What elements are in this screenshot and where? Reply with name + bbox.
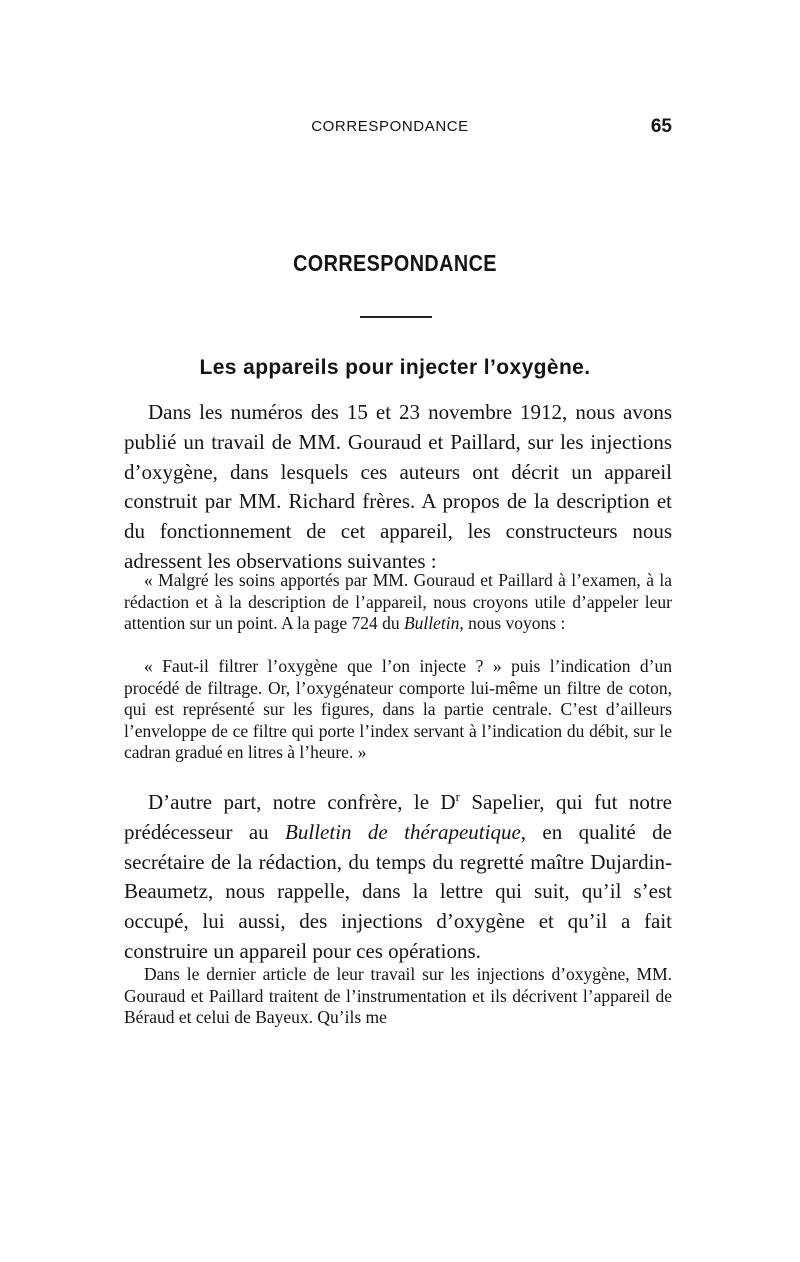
paragraph-sapelier (124, 788, 672, 967)
article-title: Les appareils pour injecter l’oxygène. (199, 356, 591, 379)
running-title: CORRESPONDANCE (311, 118, 469, 135)
quote-1-italic-title: Bulletin (403, 613, 460, 633)
quote-paragraph-1 (124, 570, 672, 635)
p2-text-end: , en qualité de secrétaire de la rédaction, du temps du regretté maître Dujardin-Beaumetz, nous rappelle, dans la lettre qui suit, qu’il s’est occupé, lui aussi, des injections d’oxygène et qu’il a fait construire un appareil pour ces opérations. (124, 819, 672, 963)
p2-text-middle: Sapelier, qui fut notre prédécesseur au (124, 790, 673, 844)
quote-1-text-start: « Malgré les soins apportés par MM. Gouraud et Paillard à l’examen, à la rédaction et à la description de l’appareil, nous croyons utile d’appeler leur attention sur un point. A la page 724 du (124, 570, 672, 633)
p2-italic-journal: Bulletin de thérapeutique (285, 819, 521, 844)
quote-paragraph-2: « Faut-il filtrer l’oxygène que l’on injecte ? » puis l’indication d’un procédé de filtrage. Or, l’oxygénateur comporte lui-même un filtre de coton, qui est représenté sur les figures, dans la partie centrale. C’est d’ailleurs l’enveloppe de ce filtre qui porte l’index servant à l’indication du débit, sur le cadran gradué en litres à l’heure. » (124, 656, 672, 762)
paragraph-intro: Dans les numéros des 15 et 23 novembre 1912, nous avons publié un travail de MM. Gouraud et Paillard, sur les injections d’oxygène, dans lesquels ces auteurs ont décrit un appareil construit par MM. Richard frères. A propos de la description et du fonctionnement de cet appareil, les constructeurs nous adressent les observations suivantes : (124, 400, 672, 573)
title-rule (360, 316, 432, 318)
section-title: CORRESPONDANCE (293, 250, 497, 276)
quote-1-text-end: , nous voyons : (459, 613, 566, 633)
p2-text-start: D’autre part, notre confrère, le D (148, 790, 456, 814)
paragraph-closing: Dans le dernier article de leur travail sur les injections d’oxygène, MM. Gouraud et Paillard traitent de l’instrumentation et ils décrivent l’appareil de Béraud et celui de Bayeux. Qu’ils me (124, 964, 672, 1027)
running-head (0, 116, 800, 140)
page-number: 65 (650, 116, 672, 137)
p2-superscript: r (455, 789, 460, 804)
